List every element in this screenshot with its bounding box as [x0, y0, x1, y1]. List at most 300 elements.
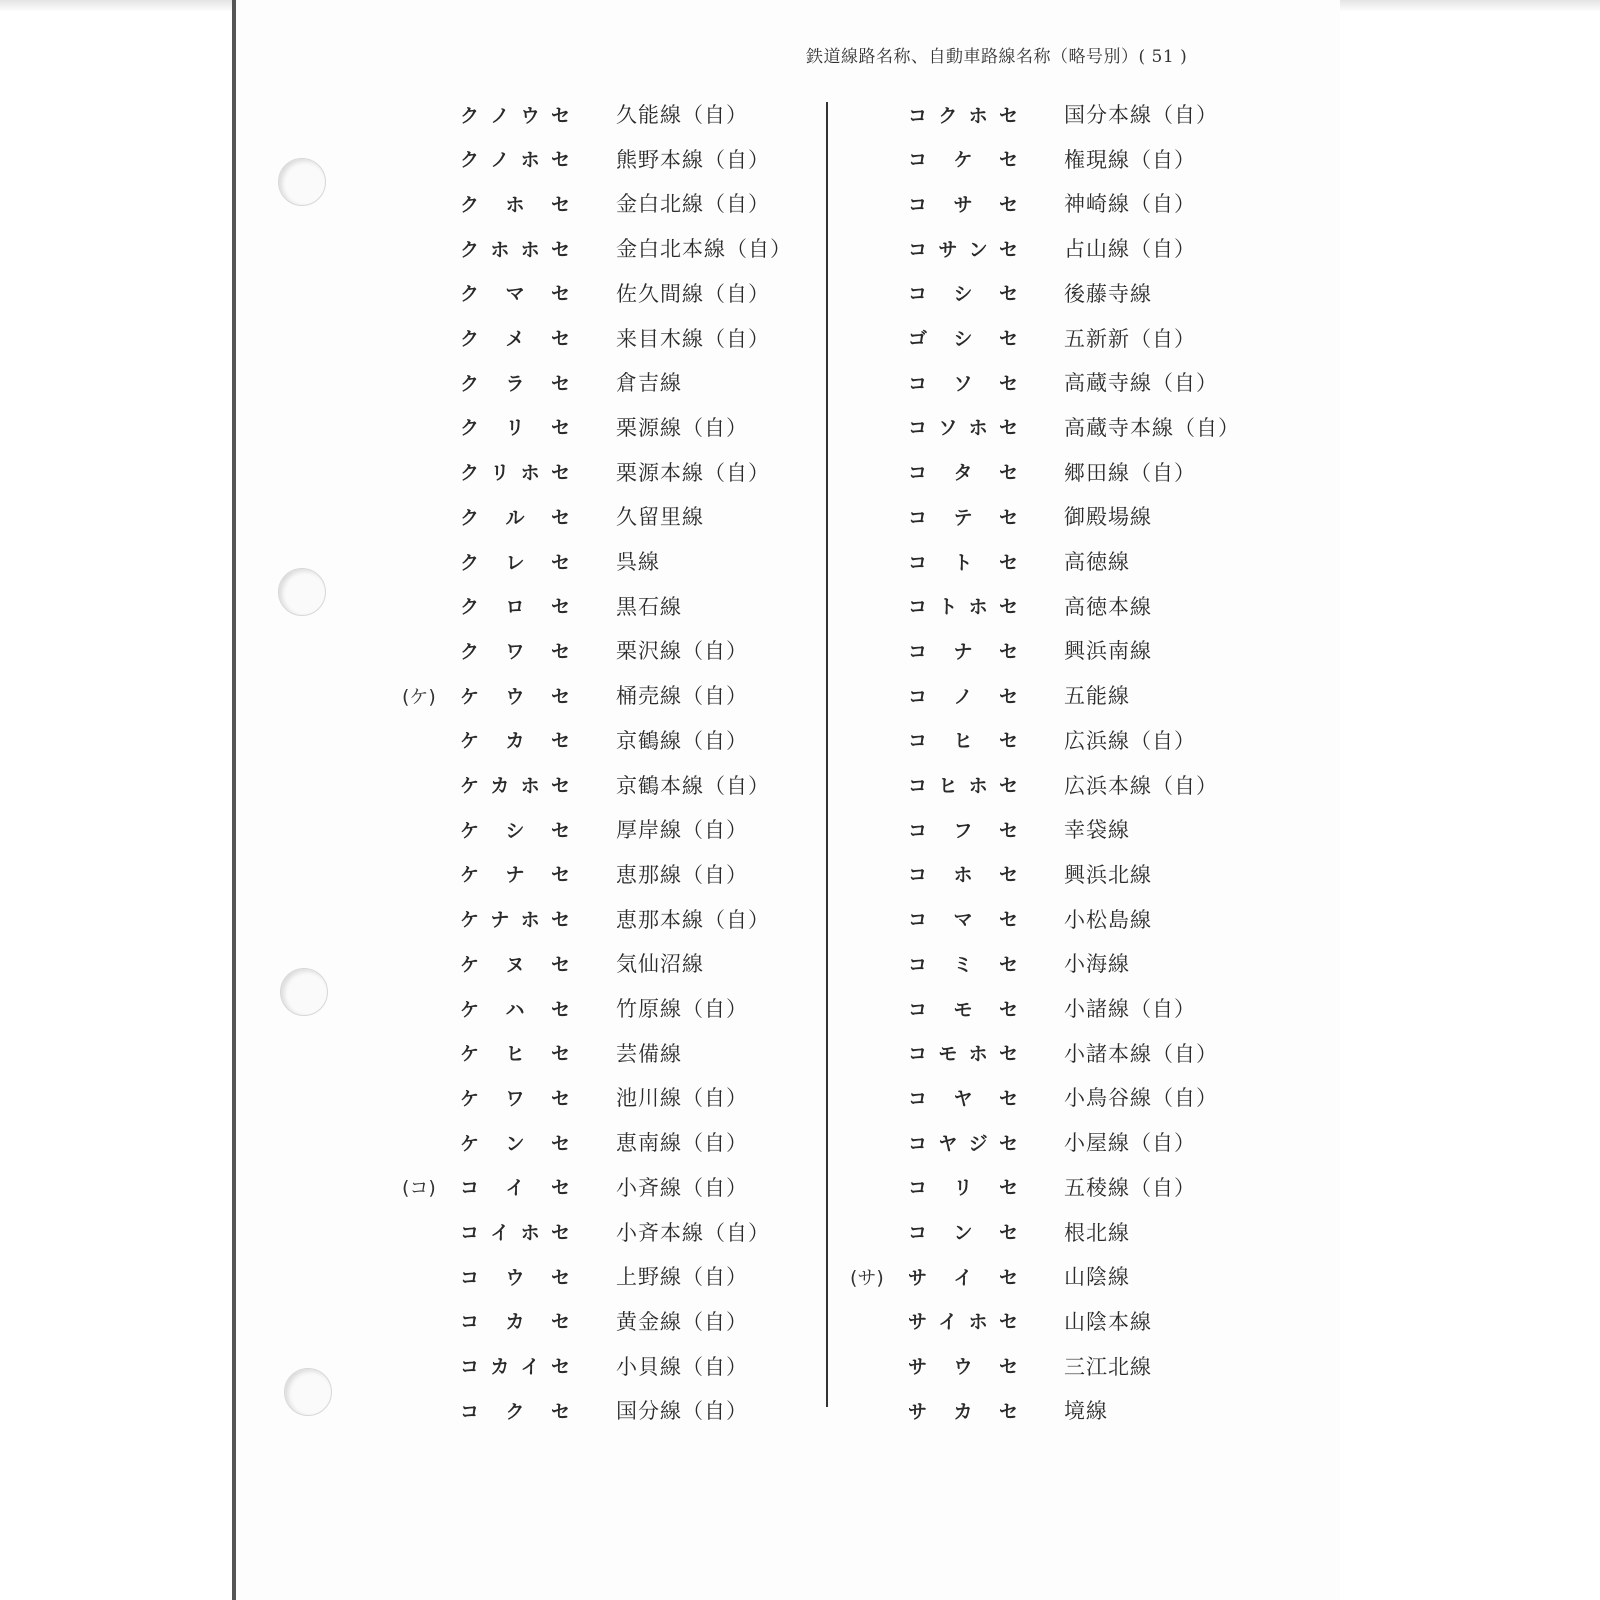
code-char: ヒ: [938, 775, 958, 797]
line-name: 小貝線（自）: [616, 1354, 748, 1379]
code-char: セ: [550, 998, 570, 1021]
code-char: ケ: [460, 1132, 480, 1155]
code-char: ナ: [490, 909, 510, 932]
abbreviation-code: [460, 369, 570, 396]
code-char: セ: [550, 551, 570, 574]
line-name: 興浜南線: [1064, 639, 1152, 664]
abbreviation-code: [460, 816, 570, 843]
code-char: セ: [550, 775, 570, 797]
page-header: 鉄道線路名称、自動車路線名称（略号別）( 51 ): [806, 47, 1188, 67]
line-name: 栗沢線（自）: [616, 639, 748, 664]
abbreviation-code: [908, 145, 1018, 172]
abbreviation-code: [908, 1397, 1018, 1424]
code-char: ケ: [460, 685, 480, 708]
code-char: リ: [490, 462, 510, 485]
abbreviation-code: [908, 548, 1018, 575]
abbreviation-code: [908, 592, 1018, 619]
code-char: セ: [550, 193, 570, 216]
code-char: セ: [998, 730, 1018, 753]
code-char: ン: [953, 1222, 973, 1244]
code-char: コ: [908, 1132, 928, 1155]
code-char: セ: [998, 149, 1018, 172]
code-char: コ: [908, 149, 928, 172]
code-char: シ: [953, 328, 973, 350]
punch-hole: [280, 968, 328, 1016]
line-name: 神崎線（自）: [1064, 192, 1196, 217]
code-char: セ: [550, 328, 570, 350]
code-char: フ: [953, 819, 973, 842]
line-name: 久能線（自）: [616, 103, 748, 127]
code-char: セ: [998, 1132, 1018, 1155]
abbreviation-code: [908, 1173, 1018, 1200]
code-char: ヒ: [953, 730, 973, 753]
code-char: コ: [908, 953, 928, 976]
line-name: 気仙沼線: [616, 952, 704, 977]
line-name: 小斉線（自）: [616, 1175, 748, 1200]
code-char: ワ: [505, 640, 525, 663]
code-char: ン: [505, 1132, 525, 1155]
abbreviation-code: [908, 1218, 1018, 1245]
code-char: ン: [968, 238, 988, 261]
line-name: 山陰線: [1064, 1265, 1130, 1290]
code-char: セ: [998, 1043, 1018, 1066]
code-char: サ: [938, 238, 958, 261]
code-char: ク: [460, 417, 480, 440]
code-char: ク: [460, 372, 480, 395]
code-char: ク: [460, 283, 480, 306]
code-char: ケ: [460, 1087, 480, 1110]
abbreviation-code: [460, 1307, 570, 1334]
code-char: セ: [998, 1177, 1018, 1200]
code-char: ク: [460, 328, 480, 350]
code-char: サ: [908, 1311, 928, 1334]
group-label: (ケ): [402, 685, 436, 708]
line-name: 金白北線（自）: [616, 192, 770, 217]
code-char: カ: [953, 1400, 973, 1423]
code-char: セ: [998, 328, 1018, 350]
code-char: ケ: [460, 864, 480, 887]
code-char: カ: [490, 1356, 510, 1379]
code-char: セ: [998, 909, 1018, 932]
code-char: セ: [550, 1356, 570, 1379]
line-name: 京鶴本線（自）: [616, 773, 770, 798]
line-name: 来目木線（自）: [616, 326, 770, 351]
code-char: コ: [908, 283, 928, 306]
code-char: コ: [908, 596, 928, 619]
abbreviation-code: [460, 1173, 570, 1200]
group-label: (サ): [850, 1266, 884, 1289]
code-char: リ: [505, 417, 525, 440]
abbreviation-code: [460, 279, 570, 306]
code-char: セ: [998, 864, 1018, 887]
code-char: コ: [908, 1043, 928, 1066]
code-char: セ: [998, 462, 1018, 485]
code-char: モ: [938, 1043, 958, 1066]
code-char: セ: [550, 372, 570, 395]
code-char: セ: [550, 1222, 570, 1244]
code-char: セ: [550, 506, 570, 529]
line-name: 境線: [1064, 1399, 1108, 1424]
code-char: セ: [550, 1132, 570, 1155]
abbreviation-code: [460, 1039, 570, 1066]
abbreviation-code: [908, 1263, 1018, 1290]
code-char: イ: [490, 1222, 510, 1244]
code-char: セ: [998, 104, 1018, 127]
code-char: カ: [490, 775, 510, 797]
code-char: コ: [460, 1400, 480, 1423]
code-char: ト: [953, 551, 973, 574]
code-char: コ: [908, 909, 928, 932]
abbreviation-code: [460, 592, 570, 619]
line-name: 熊野本線（自）: [616, 147, 770, 172]
code-char: ジ: [968, 1132, 988, 1155]
line-name: 黒石線: [616, 594, 682, 619]
code-char: セ: [550, 283, 570, 306]
code-char: ウ: [520, 104, 540, 127]
abbreviation-code: [460, 458, 570, 485]
group-label: (コ): [402, 1177, 436, 1200]
line-name: 久留里線: [616, 505, 704, 530]
line-name: 恵那線（自）: [616, 862, 748, 887]
code-char: コ: [908, 462, 928, 485]
code-char: ル: [505, 506, 525, 529]
abbreviation-code: [908, 503, 1018, 530]
punch-hole: [278, 568, 326, 616]
code-char: ホ: [505, 193, 525, 216]
code-char: セ: [550, 640, 570, 663]
code-char: ヤ: [953, 1087, 973, 1110]
code-char: セ: [550, 1177, 570, 1200]
abbreviation-code: [908, 101, 1018, 128]
code-char: セ: [998, 1087, 1018, 1110]
line-name: 小鳥谷線（自）: [1064, 1086, 1218, 1111]
code-char: ク: [460, 551, 480, 574]
abbreviation-code: [460, 1263, 570, 1290]
abbreviation-code: [460, 413, 570, 440]
abbreviation-code: [908, 1352, 1018, 1379]
abbreviation-code: [460, 235, 570, 262]
abbreviation-code: [908, 816, 1018, 843]
code-char: ケ: [460, 909, 480, 932]
code-char: ク: [460, 193, 480, 216]
code-char: ホ: [520, 238, 540, 261]
code-char: ヤ: [938, 1132, 958, 1155]
line-name: 小海線: [1064, 952, 1130, 977]
code-char: ノ: [953, 685, 973, 708]
code-char: ク: [460, 462, 480, 485]
abbreviation-code: [908, 771, 1018, 798]
abbreviation-code: [908, 1129, 1018, 1156]
code-char: イ: [938, 1311, 958, 1334]
abbreviation-code: [460, 1129, 570, 1156]
code-char: コ: [908, 640, 928, 663]
line-name: 占山線（自）: [1064, 237, 1196, 262]
line-name: 三江北線: [1064, 1354, 1152, 1379]
abbreviation-code: [908, 413, 1018, 440]
code-char: ホ: [968, 417, 988, 440]
code-char: サ: [953, 193, 973, 216]
line-name: 郷田線（自）: [1064, 460, 1196, 485]
code-char: コ: [908, 819, 928, 842]
line-name: 五新新（自）: [1064, 326, 1196, 351]
line-name: 佐久間線（自）: [616, 281, 770, 306]
line-name: 山陰本線: [1064, 1309, 1152, 1334]
abbreviation-code: [460, 682, 570, 709]
code-char: ホ: [968, 104, 988, 127]
code-char: ク: [460, 238, 480, 261]
code-char: コ: [908, 730, 928, 753]
code-char: セ: [550, 1043, 570, 1066]
code-char: ホ: [520, 909, 540, 932]
code-char: ホ: [953, 864, 973, 887]
line-name: 興浜北線: [1064, 862, 1152, 887]
line-name: 芸備線: [616, 1041, 682, 1066]
code-char: ノ: [490, 104, 510, 127]
line-name: 黄金線（自）: [616, 1309, 748, 1334]
abbreviation-code: [460, 101, 570, 128]
abbreviation-code: [908, 369, 1018, 396]
code-char: セ: [998, 953, 1018, 976]
code-char: セ: [998, 1311, 1018, 1334]
abbreviation-code: [908, 950, 1018, 977]
code-char: レ: [505, 551, 525, 574]
code-char: セ: [550, 730, 570, 753]
code-char: コ: [908, 238, 928, 261]
abbreviation-code: [460, 905, 570, 932]
line-name: 小松島線: [1064, 907, 1152, 932]
code-char: コ: [908, 551, 928, 574]
code-char: ワ: [505, 1087, 525, 1110]
punch-hole: [284, 1368, 332, 1416]
abbreviation-code: [460, 145, 570, 172]
code-char: モ: [953, 998, 973, 1021]
code-char: セ: [550, 1087, 570, 1110]
code-char: セ: [550, 417, 570, 440]
abbreviation-code: [908, 279, 1018, 306]
code-char: セ: [998, 506, 1018, 529]
code-char: セ: [550, 462, 570, 485]
line-name: 小屋線（自）: [1064, 1131, 1196, 1156]
code-char: シ: [953, 283, 973, 306]
code-char: ケ: [460, 775, 480, 797]
abbreviation-code: [460, 860, 570, 887]
code-char: ノ: [490, 149, 510, 172]
code-char: ト: [938, 596, 958, 619]
code-char: ケ: [460, 1043, 480, 1066]
line-name: 恵南線（自）: [616, 1131, 748, 1156]
code-char: コ: [460, 1177, 480, 1200]
abbreviation-code: [908, 995, 1018, 1022]
line-name: 後藤寺線: [1064, 281, 1152, 306]
code-char: セ: [998, 1222, 1018, 1244]
punch-hole: [278, 158, 326, 206]
code-char: サ: [908, 1356, 928, 1379]
code-char: ホ: [520, 1222, 540, 1244]
line-name: 竹原線（自）: [616, 997, 748, 1021]
line-name: 高徳本線: [1064, 594, 1152, 619]
code-char: セ: [998, 998, 1018, 1021]
code-char: ク: [460, 506, 480, 529]
code-char: テ: [953, 506, 973, 529]
abbreviation-code: [460, 1397, 570, 1424]
code-char: セ: [550, 819, 570, 842]
code-char: ナ: [953, 640, 973, 663]
line-name: 広浜線（自）: [1064, 728, 1196, 753]
abbreviation-code: [460, 995, 570, 1022]
code-char: カ: [505, 730, 525, 753]
abbreviation-code: [908, 682, 1018, 709]
code-char: コ: [908, 372, 928, 395]
code-char: セ: [998, 640, 1018, 663]
code-char: コ: [908, 104, 928, 127]
line-name: 上野線（自）: [616, 1265, 748, 1290]
line-name: 高蔵寺本線（自）: [1064, 415, 1240, 440]
code-char: ラ: [505, 372, 525, 395]
code-char: コ: [908, 685, 928, 708]
abbreviation-code: [460, 1218, 570, 1245]
line-name: 栗源本線（自）: [616, 460, 770, 485]
code-char: セ: [550, 238, 570, 261]
abbreviation-code: [460, 1084, 570, 1111]
abbreviation-code: [460, 190, 570, 217]
line-name: 恵那本線（自）: [616, 907, 770, 932]
code-char: メ: [505, 328, 525, 350]
abbreviation-code: [908, 1307, 1018, 1334]
abbreviation-code: [908, 190, 1018, 217]
abbreviation-code: [460, 771, 570, 798]
code-char: ク: [938, 104, 958, 127]
code-char: タ: [953, 462, 973, 485]
code-char: イ: [520, 1356, 540, 1379]
abbreviation-code: [460, 950, 570, 977]
abbreviation-code: [908, 235, 1018, 262]
code-char: セ: [998, 238, 1018, 261]
code-char: セ: [998, 819, 1018, 842]
code-char: コ: [908, 417, 928, 440]
abbreviation-code: [460, 1352, 570, 1379]
line-name: 広浜本線（自）: [1064, 773, 1218, 798]
code-char: コ: [460, 1311, 480, 1334]
code-char: ホ: [968, 775, 988, 797]
abbreviation-code: [908, 637, 1018, 664]
abbreviation-code: [460, 637, 570, 664]
code-char: ケ: [460, 998, 480, 1021]
code-char: セ: [998, 193, 1018, 216]
abbreviation-code: [908, 860, 1018, 887]
line-name: 権現線（自）: [1064, 147, 1196, 172]
line-name: 根北線: [1064, 1220, 1130, 1245]
line-name: 国分本線（自）: [1064, 103, 1218, 127]
code-char: ホ: [968, 1043, 988, 1066]
code-char: セ: [998, 685, 1018, 708]
code-char: セ: [998, 775, 1018, 797]
line-name: 幸袋線: [1064, 818, 1130, 843]
code-char: コ: [908, 193, 928, 216]
code-char: ケ: [953, 149, 973, 172]
code-char: コ: [908, 1177, 928, 1200]
code-char: ホ: [520, 462, 540, 485]
code-char: ヌ: [505, 953, 525, 976]
line-name: 五稜線（自）: [1064, 1175, 1196, 1200]
code-char: セ: [550, 1400, 570, 1423]
code-char: セ: [998, 417, 1018, 440]
code-char: サ: [908, 1400, 928, 1423]
abbreviation-code: [460, 548, 570, 575]
code-char: ミ: [953, 953, 973, 976]
code-char: コ: [908, 1222, 928, 1244]
code-char: ホ: [520, 775, 540, 797]
code-char: セ: [550, 685, 570, 708]
code-char: ホ: [968, 1311, 988, 1334]
line-name: 小諸線（自）: [1064, 997, 1196, 1021]
abbreviation-code: [908, 726, 1018, 753]
code-char: セ: [550, 909, 570, 932]
code-char: コ: [460, 1266, 480, 1289]
code-char: セ: [550, 149, 570, 172]
code-char: セ: [998, 372, 1018, 395]
code-char: ケ: [460, 819, 480, 842]
line-name: 小斉本線（自）: [616, 1220, 770, 1245]
code-char: ク: [460, 149, 480, 172]
line-name: 倉吉線: [616, 371, 682, 396]
code-char: セ: [550, 596, 570, 619]
line-name: 高蔵寺線（自）: [1064, 371, 1218, 396]
code-char: イ: [505, 1177, 525, 1200]
line-name: 高徳線: [1064, 550, 1130, 574]
abbreviation-code: [908, 458, 1018, 485]
code-char: セ: [550, 953, 570, 976]
code-char: セ: [998, 1400, 1018, 1423]
code-char: ケ: [460, 953, 480, 976]
code-char: コ: [908, 998, 928, 1021]
code-char: ウ: [505, 1266, 525, 1289]
code-char: ソ: [938, 417, 958, 440]
column-divider: [826, 102, 828, 1407]
line-name: 国分線（自）: [616, 1399, 748, 1424]
code-char: ホ: [520, 149, 540, 172]
line-name: 五能線: [1064, 684, 1130, 709]
line-name: 小諸本線（自）: [1064, 1041, 1218, 1066]
line-name: 京鶴線（自）: [616, 728, 748, 753]
line-name: 桶売線（自）: [616, 684, 748, 709]
code-char: ク: [460, 104, 480, 127]
abbreviation-code: [908, 905, 1018, 932]
code-char: セ: [998, 1266, 1018, 1289]
code-char: セ: [998, 1356, 1018, 1379]
code-char: セ: [550, 864, 570, 887]
code-char: ソ: [953, 372, 973, 395]
code-char: ウ: [953, 1356, 973, 1379]
code-char: ホ: [968, 596, 988, 619]
abbreviation-code: [460, 324, 570, 351]
abbreviation-code: [460, 503, 570, 530]
code-char: コ: [460, 1222, 480, 1244]
code-char: ヒ: [505, 1043, 525, 1066]
line-name: 池川線（自）: [616, 1086, 748, 1111]
code-char: コ: [460, 1356, 480, 1379]
code-char: ロ: [505, 596, 525, 619]
code-char: ゴ: [908, 328, 928, 350]
code-char: セ: [998, 551, 1018, 574]
code-char: マ: [505, 283, 525, 306]
code-char: セ: [550, 104, 570, 127]
code-char: ク: [460, 596, 480, 619]
abbreviation-code: [908, 1084, 1018, 1111]
code-char: コ: [908, 775, 928, 797]
code-char: ケ: [460, 730, 480, 753]
code-char: ウ: [505, 685, 525, 708]
code-char: マ: [953, 909, 973, 932]
